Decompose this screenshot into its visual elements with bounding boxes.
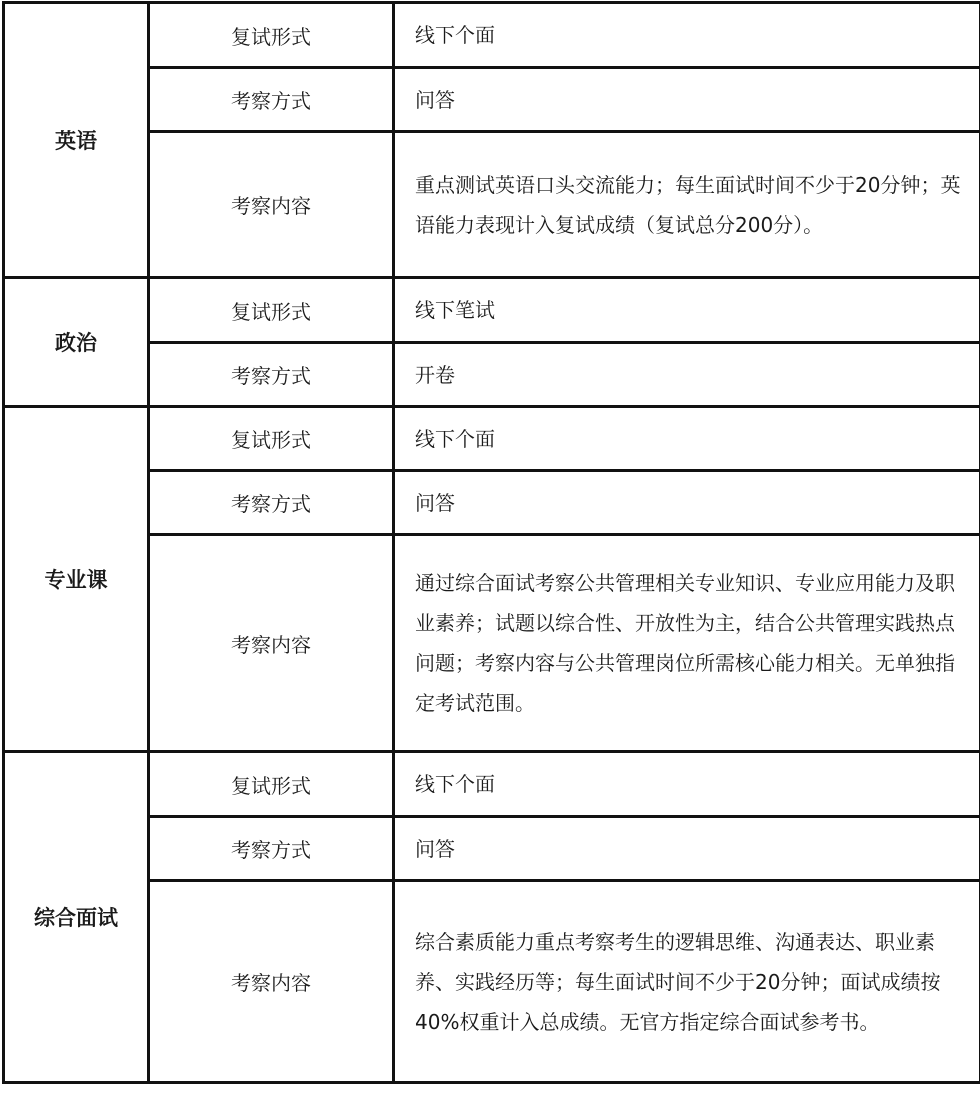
table-row — [4, 881, 980, 1083]
row-label: 复试形式 — [149, 752, 394, 817]
row-value: 线下个面 — [394, 407, 980, 471]
row-value: 问答 — [394, 68, 980, 132]
table-row — [4, 343, 980, 407]
table-row — [4, 407, 980, 471]
table-row — [4, 535, 980, 752]
row-label: 考察方式 — [149, 343, 394, 407]
table-row — [4, 3, 980, 68]
subject-cell-interview: 综合面试 — [4, 752, 149, 1083]
row-value: 问答 — [394, 817, 980, 881]
row-value: 通过综合面试考察公共管理相关专业知识、专业应用能力及职业素养；试题以综合性、开放性为主，结合公共管理实践热点问题；考察内容与公共管理岗位所需核心能力相关。无单独指定考试范围。 — [394, 535, 980, 752]
table-row — [4, 817, 980, 881]
row-label: 考察内容 — [149, 132, 394, 278]
row-label: 复试形式 — [149, 3, 394, 68]
row-label: 复试形式 — [149, 407, 394, 471]
row-value: 线下笔试 — [394, 278, 980, 343]
row-label: 考察内容 — [149, 881, 394, 1083]
table-row — [4, 68, 980, 132]
table-row — [4, 132, 980, 278]
subject-cell-english: 英语 — [4, 3, 149, 278]
row-value: 重点测试英语口头交流能力；每生面试时间不少于20分钟；英语能力表现计入复试成绩（复试总分200分）。 — [394, 132, 980, 278]
table-row — [4, 278, 980, 343]
retest-requirements-table — [2, 1, 980, 1084]
row-value: 线下个面 — [394, 752, 980, 817]
row-value: 问答 — [394, 471, 980, 535]
row-label: 考察方式 — [149, 471, 394, 535]
table-row — [4, 752, 980, 817]
row-value: 线下个面 — [394, 3, 980, 68]
subject-cell-major: 专业课 — [4, 407, 149, 752]
row-label: 考察方式 — [149, 68, 394, 132]
row-label: 考察方式 — [149, 817, 394, 881]
row-label: 复试形式 — [149, 278, 394, 343]
row-label: 考察内容 — [149, 535, 394, 752]
row-value: 综合素质能力重点考察考生的逻辑思维、沟通表达、职业素养、实践经历等；每生面试时间不少于20分钟；面试成绩按40%权重计入总成绩。无官方指定综合面试参考书。 — [394, 881, 980, 1083]
row-value: 开卷 — [394, 343, 980, 407]
subject-cell-politics: 政治 — [4, 278, 149, 407]
table-row — [4, 471, 980, 535]
